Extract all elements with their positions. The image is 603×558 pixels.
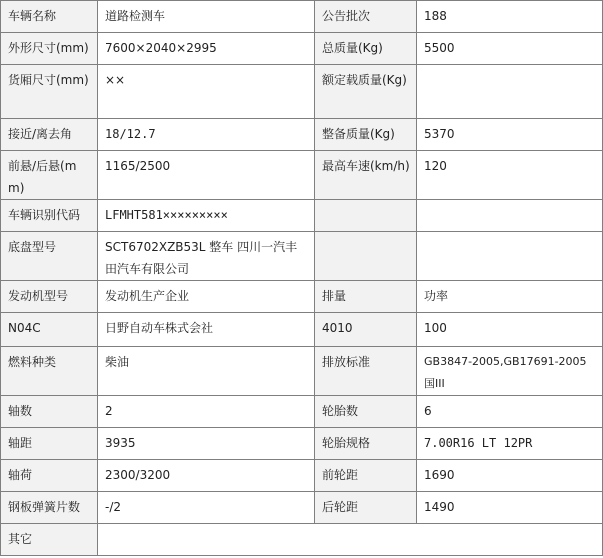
value-displacement: 4010 (315, 313, 417, 347)
table-row (1, 428, 603, 460)
label-tire-spec: 轮胎规格 (315, 428, 417, 460)
label-power: 功率 (417, 281, 603, 313)
value-power: 100 (417, 313, 603, 347)
table-row (1, 1, 603, 33)
empty-cell (417, 200, 603, 232)
empty-cell (417, 232, 603, 281)
value-fuel-type: 柴油 (98, 347, 315, 396)
label-wheelbase: 轴距 (1, 428, 98, 460)
table-row (1, 65, 603, 119)
label-max-speed: 最高车速(km/h) (315, 151, 417, 200)
value-rear-track: 1490 (417, 492, 603, 524)
value-overall-dimensions: 7600×2040×2995 (98, 33, 315, 65)
label-vehicle-name: 车辆名称 (1, 1, 98, 33)
label-approach-departure-angle: 接近/离去角 (1, 119, 98, 151)
value-gross-mass: 5500 (417, 33, 603, 65)
value-chassis-model: SCT6702XZB53L 整车 四川一汽丰田汽车有限公司 (98, 232, 315, 281)
value-approach-departure-angle: 18/12.7 (98, 119, 315, 151)
value-axle-load: 2300/3200 (98, 460, 315, 492)
table-row (1, 200, 603, 232)
value-vin: LFMHT581××××××××× (98, 200, 315, 232)
label-engine-model: 发动机型号 (1, 281, 98, 313)
value-announcement-batch: 188 (417, 1, 603, 33)
table-row (1, 33, 603, 65)
label-axle-load: 轴荷 (1, 460, 98, 492)
value-tire-count: 6 (417, 396, 603, 428)
value-vehicle-name: 道路检测车 (98, 1, 315, 33)
label-leaf-spring-count: 钢板弹簧片数 (1, 492, 98, 524)
empty-cell (315, 200, 417, 232)
empty-cell (315, 232, 417, 281)
table-row (1, 151, 603, 200)
label-displacement: 排量 (315, 281, 417, 313)
value-emission-standard: GB3847-2005,GB17691-2005国III (417, 347, 603, 396)
label-overall-dimensions: 外形尺寸(mm) (1, 33, 98, 65)
table-row (1, 396, 603, 428)
label-engine-manufacturer: 发动机生产企业 (98, 281, 315, 313)
table-row (1, 492, 603, 524)
label-gross-mass: 总质量(Kg) (315, 33, 417, 65)
value-engine-model: N04C (1, 313, 98, 347)
label-rated-load: 额定载质量(Kg) (315, 65, 417, 119)
label-cargo-box-dimensions: 货厢尺寸(mm) (1, 65, 98, 119)
value-tire-spec: 7.00R16 LT 12PR (417, 428, 603, 460)
value-axle-count: 2 (98, 396, 315, 428)
table-row (1, 524, 603, 556)
value-leaf-spring-count: -/2 (98, 492, 315, 524)
value-wheelbase: 3935 (98, 428, 315, 460)
label-axle-count: 轴数 (1, 396, 98, 428)
value-other (98, 524, 603, 556)
label-curb-mass: 整备质量(Kg) (315, 119, 417, 151)
table-row (1, 232, 603, 281)
label-fuel-type: 燃料种类 (1, 347, 98, 396)
table-row (1, 347, 603, 396)
value-rated-load (417, 65, 603, 119)
label-emission-standard: 排放标准 (315, 347, 417, 396)
value-cargo-box-dimensions: ×× (98, 65, 315, 119)
label-other: 其它 (1, 524, 98, 556)
label-vin: 车辆识别代码 (1, 200, 98, 232)
table-row (1, 119, 603, 151)
label-tire-count: 轮胎数 (315, 396, 417, 428)
table-row (1, 460, 603, 492)
label-rear-track: 后轮距 (315, 492, 417, 524)
value-curb-mass: 5370 (417, 119, 603, 151)
value-front-rear-overhang: 1165/2500 (98, 151, 315, 200)
label-chassis-model: 底盘型号 (1, 232, 98, 281)
table-row (1, 313, 603, 347)
label-announcement-batch: 公告批次 (315, 1, 417, 33)
value-max-speed: 120 (417, 151, 603, 200)
label-front-rear-overhang: 前悬/后悬(mm) (1, 151, 98, 200)
label-front-track: 前轮距 (315, 460, 417, 492)
value-front-track: 1690 (417, 460, 603, 492)
value-engine-manufacturer: 日野自动车株式会社 (98, 313, 315, 347)
table-row (1, 281, 603, 313)
